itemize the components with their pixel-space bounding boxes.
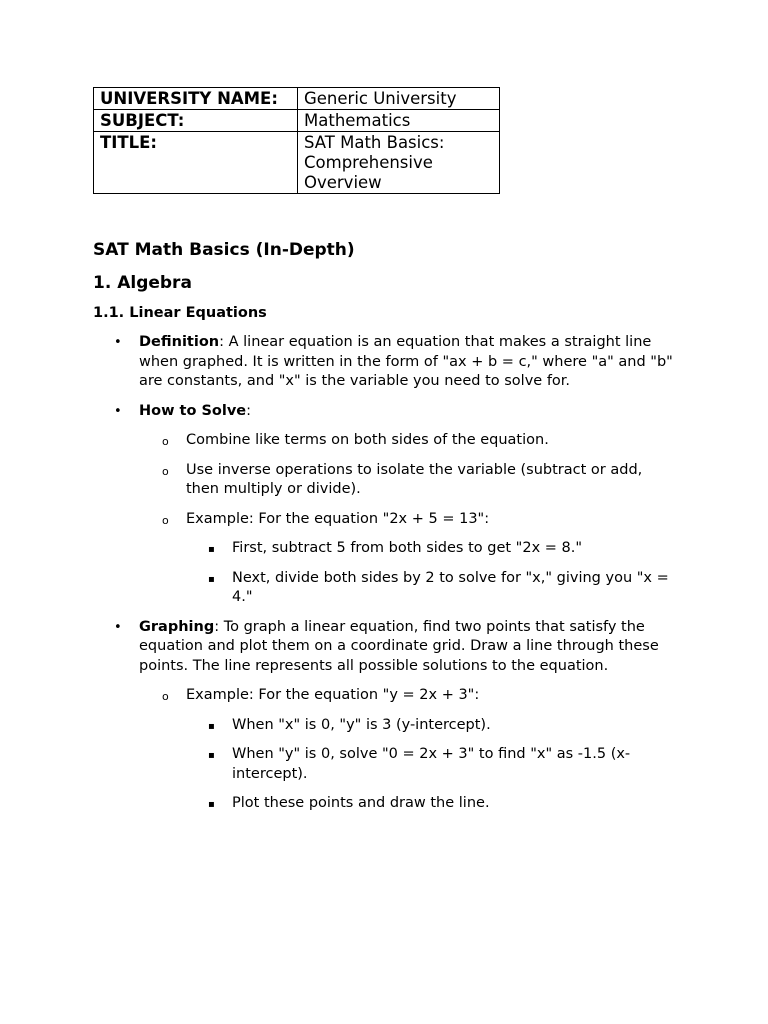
example-step-text: Next, divide both sides by 2 to solve for "x," giving you "x = 4."	[232, 569, 669, 605]
list-item	[0, 569, 672, 608]
circle-bullet-icon: o	[162, 513, 169, 527]
university-label: UNIVERSITY NAME:	[94, 88, 298, 110]
list-item	[0, 686, 676, 706]
square-bullet-icon: ▪	[208, 544, 215, 555]
document-heading: SAT Math Basics (In-Depth)	[93, 240, 355, 260]
definition-term: Definition	[139, 334, 220, 350]
graphing-step-text: When "y" is 0, solve "0 = 2x + 3" to find "x" as -1.5 (x-intercept).	[232, 746, 631, 782]
square-bullet-icon: ▪	[208, 720, 215, 732]
list-item-graphing	[0, 618, 675, 677]
graphing-step-text: When "x" is 0, "y" is 3 (y-intercept).	[232, 716, 491, 733]
section-heading: 1. Algebra	[93, 273, 192, 293]
subsection-heading: 1.1. Linear Equations	[93, 305, 267, 321]
list-item	[0, 510, 676, 530]
list-item	[0, 539, 672, 559]
document-body	[0, 333, 768, 824]
how-to-solve-term: How to Solve	[139, 402, 247, 419]
table-row	[94, 88, 500, 110]
table-row	[94, 110, 500, 132]
university-value: Generic University	[298, 88, 500, 110]
step-text: Example: For the equation "2x + 5 = 13":	[186, 510, 490, 527]
bullet-icon: •	[114, 403, 122, 419]
list-item-how-to-solve	[0, 402, 675, 422]
square-bullet-icon: ▪	[208, 573, 215, 585]
subject-value: Mathematics	[298, 110, 500, 132]
list-item-definition	[0, 333, 675, 392]
step-text: Combine like terms on both sides of the equation.	[186, 432, 549, 448]
bullet-icon: •	[114, 619, 122, 635]
list-item	[0, 431, 676, 451]
how-to-solve-text: :	[246, 402, 252, 419]
list-item	[0, 794, 672, 814]
list-item	[0, 461, 676, 500]
subject-label: SUBJECT:	[94, 110, 298, 132]
title-value: SAT Math Basics: Comprehensive Overview	[298, 132, 500, 194]
graphing-term: Graphing	[139, 618, 215, 635]
circle-bullet-icon: o	[162, 464, 169, 478]
table-row	[94, 132, 500, 194]
square-bullet-icon: ▪	[208, 799, 215, 810]
graphing-text: : To graph a linear equation, find two points that satisfy the equation and plot them on a coordinate grid. Draw a line through these points. The line represents all possible solutions to the equation.	[139, 618, 659, 674]
title-label: TITLE:	[94, 132, 298, 194]
graphing-step-text: Plot these points and draw the line.	[232, 795, 490, 811]
list-item	[0, 716, 672, 736]
graphing-example-text: Example: For the equation "y = 2x + 3":	[186, 687, 480, 703]
circle-bullet-icon: o	[162, 435, 169, 448]
header-table	[93, 87, 500, 194]
circle-bullet-icon: o	[162, 690, 169, 703]
step-text: Use inverse operations to isolate the variable (subtract or add, then multiply or divide).	[186, 461, 643, 497]
list-item	[0, 745, 672, 784]
square-bullet-icon: ▪	[208, 750, 215, 761]
bullet-icon: •	[114, 335, 122, 350]
example-step-text: First, subtract 5 from both sides to get "2x = 8."	[232, 540, 583, 556]
definition-text: : A linear equation is an equation that makes a straight line when graphed. It is written in the form of "ax + b = c," where "a" and "b" are constants, and "x" is the variable you need to solve for.	[139, 334, 673, 389]
